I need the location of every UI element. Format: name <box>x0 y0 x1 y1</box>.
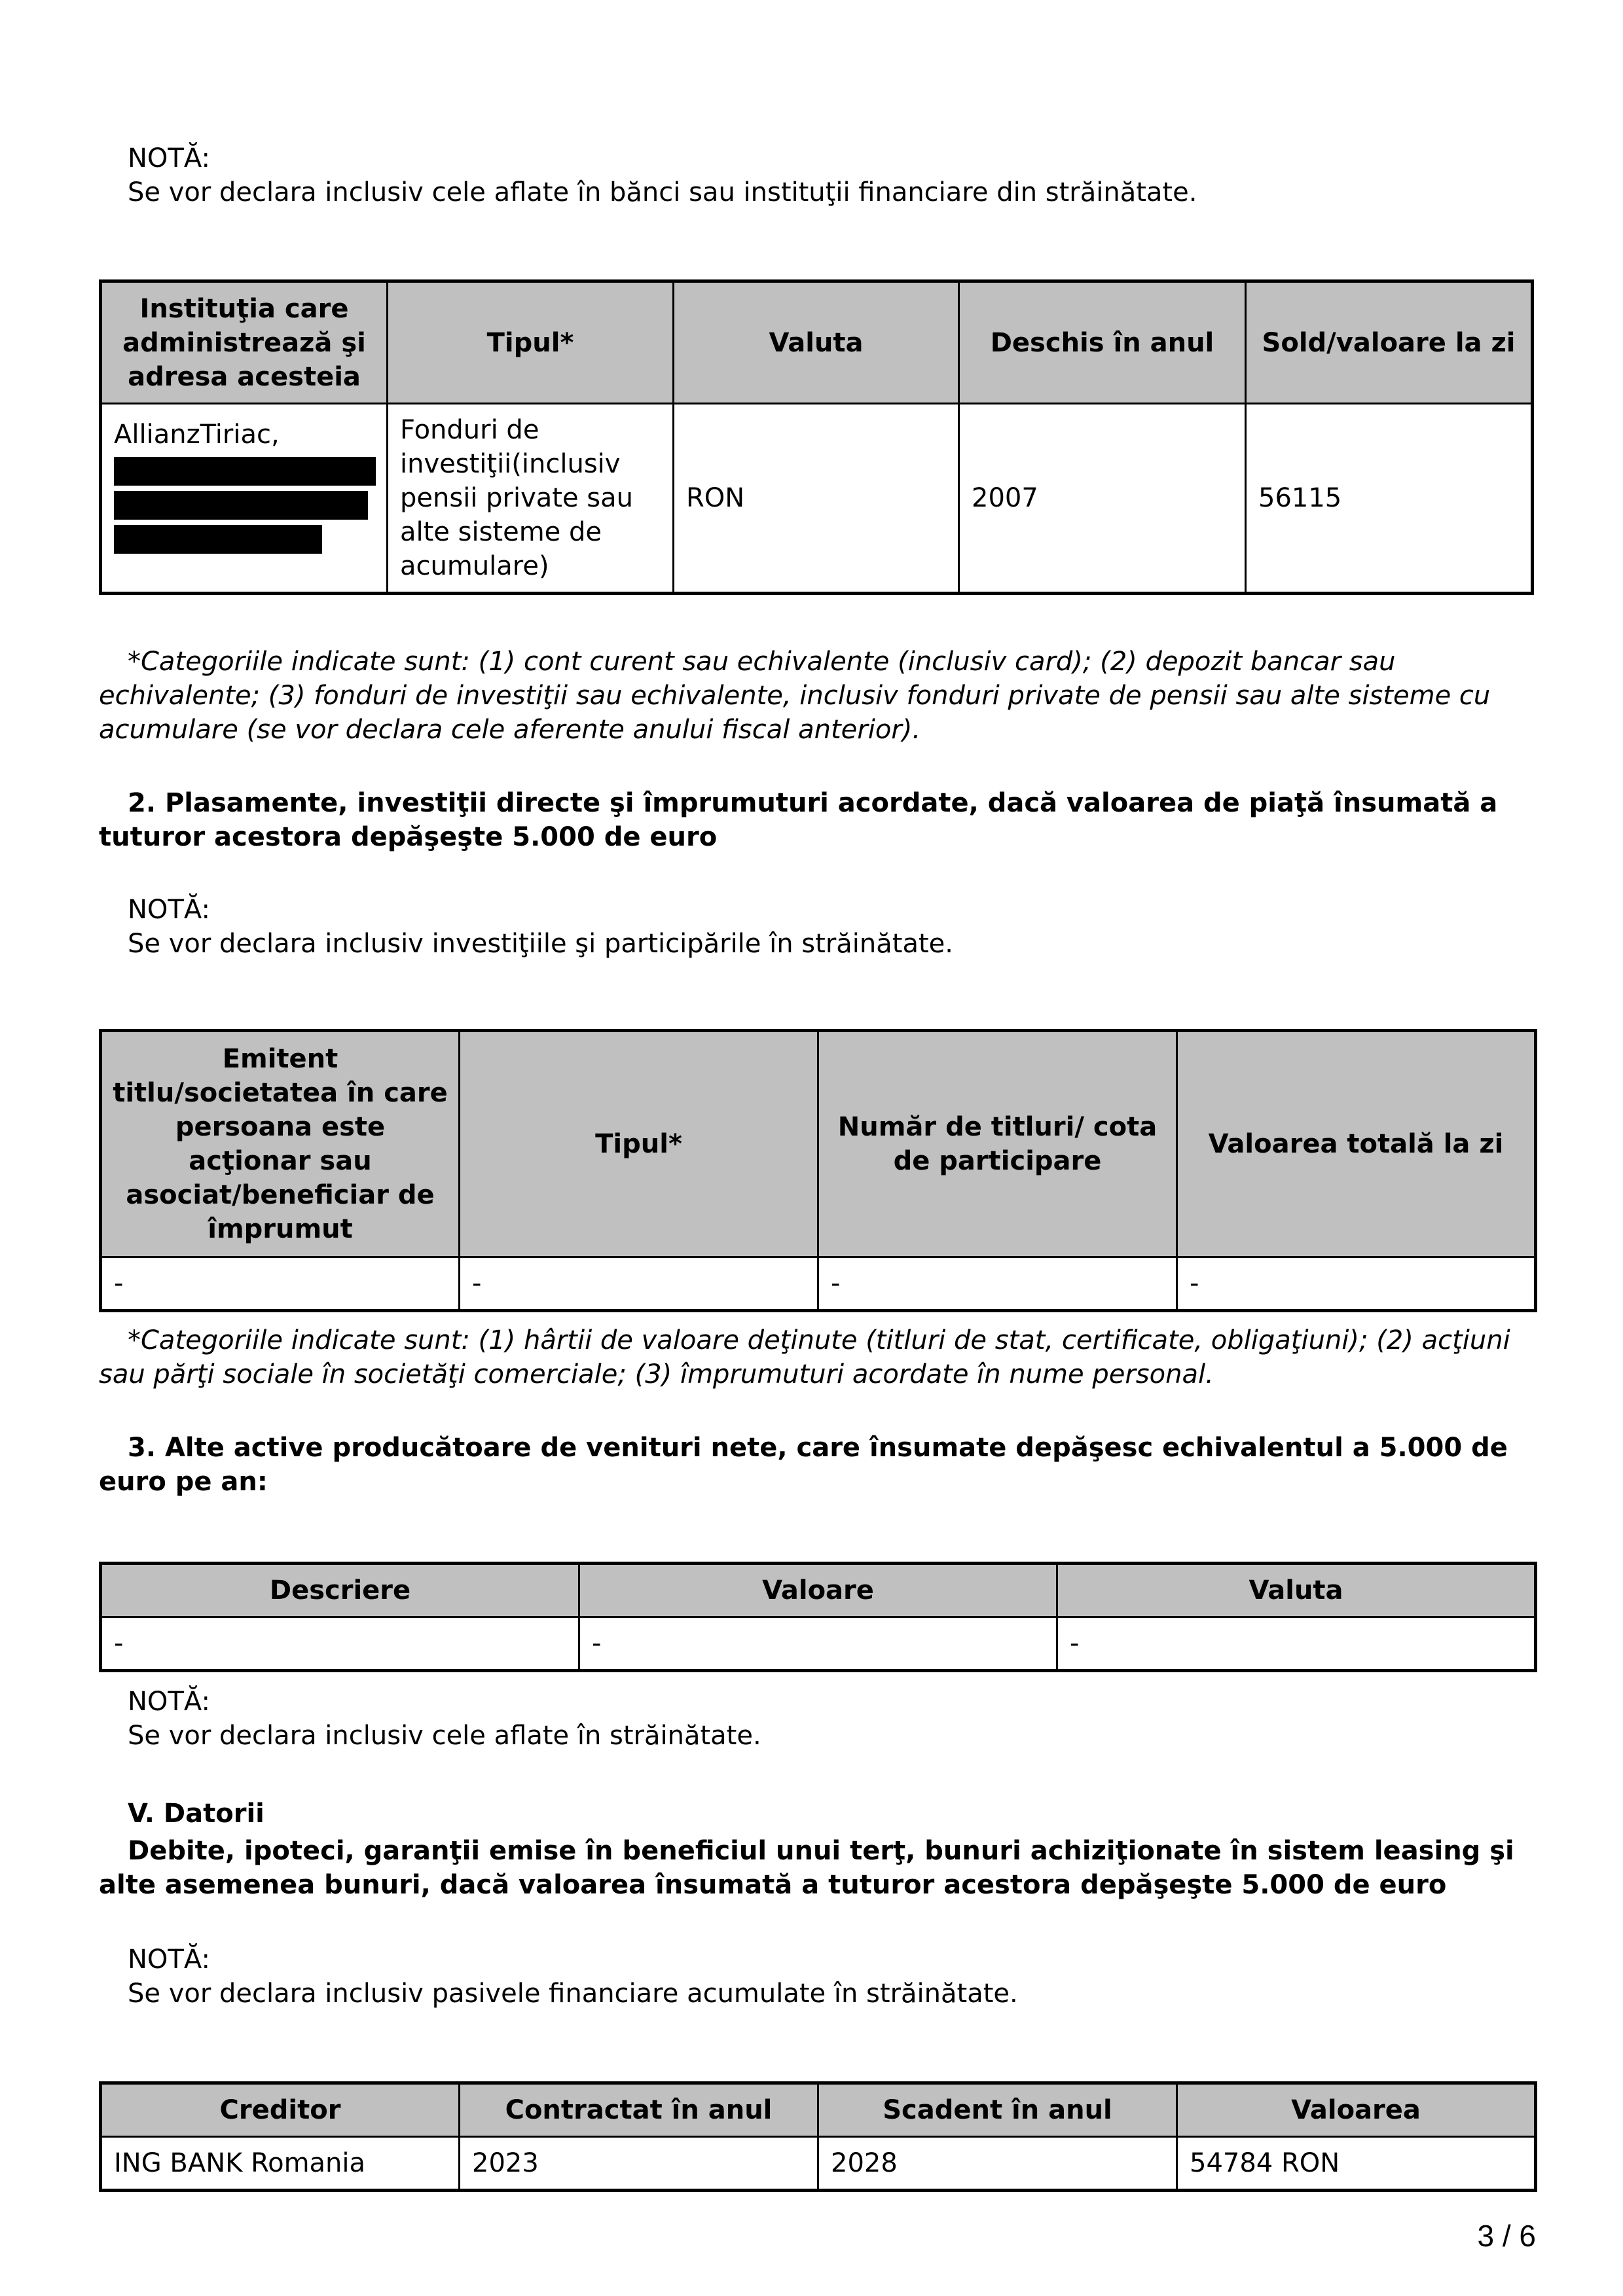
header-valuta: Valuta <box>674 281 959 404</box>
header-institutie: Instituţia care administrează şi adresa acesteia <box>101 281 388 404</box>
nota-text: Se vor declara inclusiv pasivele financiare acumulate în străinătate. <box>128 1979 1018 2009</box>
page-number: 3 / 6 <box>1477 2219 1536 2253</box>
table-cell: - <box>101 1257 460 1311</box>
header-contractat: Contractat în anul <box>460 2083 818 2137</box>
header-sold: Sold/valoare la zi <box>1246 281 1533 404</box>
footnote-2: *Categoriile indicate sunt: (1) hârtii de valoare deţinute (titluri de stat, certificate, obligaţiuni); (2) acţiuni sau părţi sociale în societăţi comerciale; (3) împrumuturi acordate în nume personal. <box>99 1325 1510 1390</box>
cell-institution <box>101 404 388 594</box>
section-5-title: V. Datorii <box>128 1799 264 1829</box>
table-cell: - <box>460 1257 818 1311</box>
other-assets-table <box>99 1562 1537 1672</box>
header-descriere: Descriere <box>101 1564 579 1617</box>
bank-accounts-table <box>99 279 1534 595</box>
cell-creditor: ING BANK Romania <box>101 2137 460 2191</box>
table-cell: - <box>1057 1617 1536 1671</box>
debts-table <box>99 2081 1537 2192</box>
header-numar-titluri: Număr de titluri/ cota de participare <box>818 1031 1177 1257</box>
header-valoarea-totala: Valoarea totală la zi <box>1177 1031 1536 1257</box>
table-header-row <box>101 1031 1536 1257</box>
cell-scadent: 2028 <box>818 2137 1177 2191</box>
nota-text: Se vor declara inclusiv cele aflate în străinătate. <box>128 1721 761 1751</box>
investments-table <box>99 1029 1537 1312</box>
institution-name: AllianzTiriac, <box>114 420 280 450</box>
header-valoarea: Valoarea <box>1177 2083 1536 2137</box>
redaction-bar <box>114 525 322 554</box>
nota-label: NOTĂ: <box>128 895 210 925</box>
section-3-heading: 3. Alte active producătoare de venituri nete, care însumate depăşesc echivalentul a 5.000 de euro pe an: <box>99 1433 1508 1497</box>
cell-type: Fonduri de investiţii(inclusiv pensii private sau alte sisteme de acumulare) <box>388 404 674 594</box>
nota-1 <box>99 141 1533 209</box>
table-cell: - <box>818 1257 1177 1311</box>
table-cell: - <box>101 1617 579 1671</box>
table-row <box>101 1257 1536 1311</box>
header-creditor: Creditor <box>101 2083 460 2137</box>
table-row <box>101 404 1533 594</box>
cell-balance: 56115 <box>1246 404 1533 594</box>
cell-opened: 2007 <box>959 404 1246 594</box>
nota-2 <box>99 893 1533 961</box>
nota-5 <box>99 1943 1533 2011</box>
table-header-row <box>101 281 1533 404</box>
cell-currency: RON <box>674 404 959 594</box>
nota-label: NOTĂ: <box>128 143 210 173</box>
nota-text: Se vor declara inclusiv investiţiile şi participările în străinătate. <box>128 929 953 959</box>
header-tipul: Tipul* <box>460 1031 818 1257</box>
table-cell: - <box>1177 1257 1536 1311</box>
header-scadent: Scadent în anul <box>818 2083 1177 2137</box>
section-5-heading: Debite, ipoteci, garanţii emise în beneficiul unui terţ, bunuri achiziţionate în sistem leasing şi alte asemenea bunuri, dacă valoarea însumată a tuturor acestora depăşeşte 5.000 de euro <box>99 1836 1514 1900</box>
table-header-row <box>101 2083 1536 2137</box>
footnote-1: *Categoriile indicate sunt: (1) cont curent sau echivalente (inclusiv card); (2) depozit bancar sau echivalente; (3) fonduri de investiţii sau echivalente, inclusiv fonduri private de pensii sau alte sisteme cu acumulare (se vor declara cele aferente anului fiscal anterior). <box>99 647 1491 745</box>
header-deschis: Deschis în anul <box>959 281 1246 404</box>
table-cell: - <box>579 1617 1057 1671</box>
table-header-row <box>101 1564 1536 1617</box>
nota-label: NOTĂ: <box>128 1945 210 1975</box>
table-row <box>101 2137 1536 2191</box>
header-valuta: Valuta <box>1057 1564 1536 1617</box>
header-tipul: Tipul* <box>388 281 674 404</box>
redaction-bar <box>114 491 368 520</box>
cell-valoarea: 54784 RON <box>1177 2137 1536 2191</box>
header-emitent: Emitent titlu/societatea în care persoana este acţionar sau asociat/beneficiar de împrumut <box>101 1031 460 1257</box>
nota-3 <box>99 1685 1533 1753</box>
header-valoare: Valoare <box>579 1564 1057 1617</box>
section-2-heading: 2. Plasamente, investiţii directe şi împrumuturi acordate, dacă valoarea de piaţă însumată a tuturor acestora depăşeşte 5.000 de euro <box>99 788 1498 852</box>
table-row <box>101 1617 1536 1671</box>
nota-text: Se vor declara inclusiv cele aflate în bănci sau instituţii financiare din străinătate. <box>128 177 1197 207</box>
cell-contractat: 2023 <box>460 2137 818 2191</box>
nota-label: NOTĂ: <box>128 1687 210 1717</box>
redaction-bar <box>114 457 376 486</box>
